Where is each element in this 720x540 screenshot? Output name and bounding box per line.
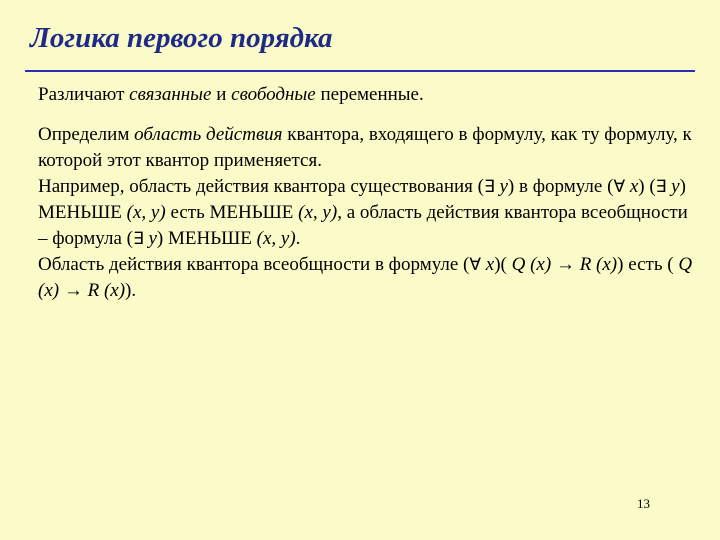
text-segment: ) ( xyxy=(638,176,656,197)
arguments: (x, y) xyxy=(298,202,338,223)
implication-arrow: → xyxy=(59,280,88,301)
text-segment: Область действия квантора всеобщности в формуле ( xyxy=(38,254,470,275)
predicate-q: Q (x) xyxy=(38,254,693,301)
text-segment: и xyxy=(211,84,232,105)
slide-body xyxy=(38,82,698,304)
variable-y: y xyxy=(143,228,157,249)
text-segment: Определим xyxy=(38,124,135,145)
text-segment: . xyxy=(295,228,301,249)
text-segment: ) в формуле ( xyxy=(507,176,614,197)
exists-symbol: ∃ xyxy=(655,177,667,197)
text-segment: квантора, входящего в формулу, как ту формулу, к которой этот квантор применяется. xyxy=(38,124,692,171)
text-segment: ) МЕНЬШЕ xyxy=(38,176,686,223)
text-segment: Различают xyxy=(38,84,130,105)
paragraph-forall-scope xyxy=(38,252,698,304)
text-segment: переменные. xyxy=(315,84,424,105)
variable-x: x xyxy=(625,176,639,197)
text-segment: , а область действия квантора всеобщности – формула ( xyxy=(38,202,688,249)
page-number: 13 xyxy=(637,496,650,511)
exists-symbol: ∃ xyxy=(132,229,144,249)
predicate-r: R (x) xyxy=(87,280,126,301)
arguments: (x, y) xyxy=(126,202,166,223)
text-segment: ) есть ( xyxy=(617,254,679,275)
paragraph-scope-definition xyxy=(38,122,698,174)
paragraph-example xyxy=(38,174,698,252)
term-bound: связанные xyxy=(129,84,212,105)
implication-arrow: → xyxy=(551,254,580,275)
text-segment: есть МЕНЬШЕ xyxy=(165,202,299,223)
variable-y: y xyxy=(666,176,680,197)
text-segment: Например, область действия квантора существования ( xyxy=(38,176,484,197)
variable-x: x xyxy=(481,254,495,275)
arguments: (x, y) xyxy=(256,228,296,249)
forall-symbol: ∀ xyxy=(469,255,482,275)
term-free: свободные xyxy=(231,84,316,105)
slide-title: Логика первого порядка xyxy=(30,22,333,54)
forall-symbol: ∀ xyxy=(613,177,626,197)
text-segment: ). xyxy=(125,280,137,301)
title-divider xyxy=(25,70,695,72)
predicate-r: R (x) xyxy=(579,254,618,275)
variable-y: y xyxy=(494,176,508,197)
text-segment: )( xyxy=(494,254,512,275)
paragraph-bound-free-variables xyxy=(38,82,698,108)
predicate-q: Q (x) xyxy=(511,254,552,275)
text-segment: ) МЕНЬШЕ xyxy=(156,228,257,249)
exists-symbol: ∃ xyxy=(483,177,495,197)
term-scope: область действия xyxy=(134,124,283,145)
